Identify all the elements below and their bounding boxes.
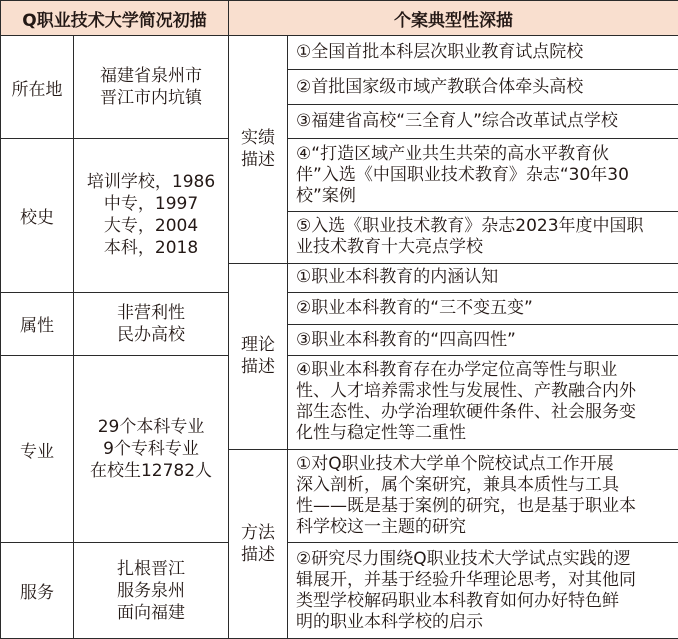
row-label-history: 校史 <box>1 138 74 292</box>
achievement-item-1: ①全国首批本科层次职业教育试点院校 <box>288 36 678 70</box>
history-line-2: 中专，1997 <box>103 194 199 215</box>
method-item-1: ①对Q职业技术大学单个院校试点工作开展 深入剖析，属个案研究，兼具本质性与工具 性——既是基于案例的研究，也是基于职业本 科学校这一主题的研究 <box>288 449 678 543</box>
achievement-item-2: ②首批国家级市域产教联合体牵头高校 <box>288 70 678 104</box>
major-line-2: 9个专科专业 <box>103 439 199 460</box>
row-value-location <box>74 36 229 139</box>
row-label-attribute: 属性 <box>1 292 74 355</box>
row-value-attribute <box>74 292 229 355</box>
attribute-line-2: 民办高校 <box>117 324 185 345</box>
attribute-line-1: 非营利性 <box>117 302 185 323</box>
row-value-major <box>74 356 229 543</box>
major-line-3: 在校生12782人 <box>89 461 213 482</box>
group-2-line-1: 理论 <box>241 335 276 356</box>
group-label-achievement <box>229 36 288 263</box>
row-value-service <box>74 543 229 639</box>
group-1-line-1: 实绩 <box>241 128 276 149</box>
row-value-history <box>74 138 229 292</box>
header-left-title: Q职业技术大学简况初描 <box>1 1 229 36</box>
group-label-method <box>229 449 288 638</box>
method-item-2: ②研究尽力围绕Q职业技术大学试点实践的逻 辑展开，并基于经验升华理论思考，对其他同 类型学校解码职业本科教育如何办好特色鲜 明的职业本科学校的启示 <box>288 543 678 639</box>
group-label-theory <box>229 263 288 449</box>
achievement-item-4: ④“打造区域产业共生共荣的高水平教育伙 伴”入选《中国职业技术教育》杂志“30年30 校”案例 <box>288 138 678 211</box>
location-line-2: 晋江市内坑镇 <box>100 88 202 109</box>
history-line-1: 培训学校，1986 <box>86 172 216 193</box>
group-2-line-2: 描述 <box>241 357 276 378</box>
theory-item-1: ①职业本科教育的内涵认知 <box>288 263 678 292</box>
theory-item-3: ③职业本科教育的“四高四性” <box>288 324 678 355</box>
row-label-service: 服务 <box>1 543 74 639</box>
theory-item-2: ②职业本科教育的“三不变五变” <box>288 292 678 324</box>
group-1-line-2: 描述 <box>241 150 276 171</box>
group-3-line-2: 描述 <box>241 544 276 565</box>
theory-item-4: ④职业本科教育存在办学定位高等性与职业 性、人才培养需求性与发展性、产教融合内外 部生态性、办学治理软硬件条件、社会服务变 化性与稳定性等二重性 <box>288 356 678 450</box>
service-line-1: 扎根晋江 <box>117 558 185 579</box>
major-line-1: 29个本科专业 <box>97 417 205 438</box>
achievement-item-5: ⑤入选《职业技术教育》杂志2023年度中国职 业技术教育十大亮点学校 <box>288 212 678 263</box>
row-label-location: 所在地 <box>1 36 74 139</box>
history-line-4: 本科，2018 <box>103 238 199 259</box>
header-right-title: 个案典型性深描 <box>229 1 678 36</box>
service-line-2: 服务泉州 <box>117 580 185 601</box>
location-line-1: 福建省泉州市 <box>100 66 202 87</box>
achievement-item-3: ③福建省高校“三全育人”综合改革试点学校 <box>288 104 678 138</box>
history-line-3: 大专，2004 <box>103 216 199 237</box>
group-3-line-1: 方法 <box>241 522 276 543</box>
row-label-major: 专业 <box>1 356 74 543</box>
service-line-3: 面向福建 <box>117 602 185 623</box>
